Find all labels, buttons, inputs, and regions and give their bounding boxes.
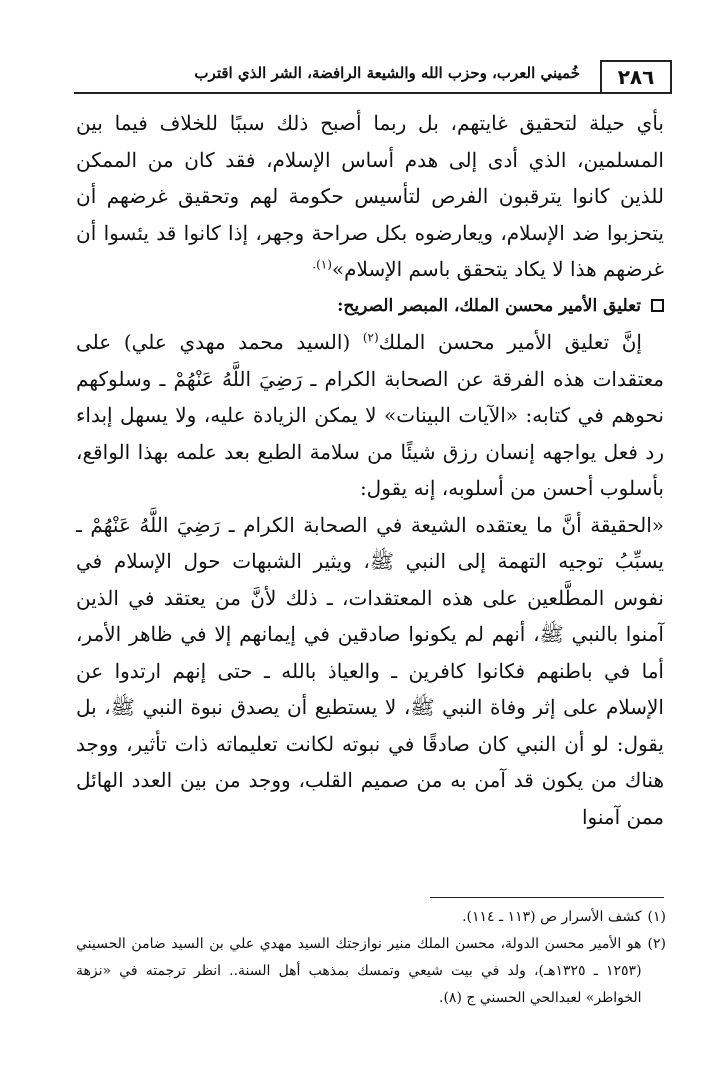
footnote-number: (٢) xyxy=(647,936,666,952)
paragraph-1-text: بأي حيلة لتحقيق غايتهم، بل ربما أصبح ذلك سببًا للخلاف فيما بين المسلمين، الذي أدى إلى هدم أساس الإسلام، فقد كان من الممكن للذين كانوا يترقبون الفرص لتأسيس حكومة لهم وتحقيق غرضهم أن يتحزبوا ضد الإسلام، ويعارضوه بكل صراحة وجهر، إذا كانوا قد يئسوا أن غرضهم هذا لا يكاد يتحقق باسم الإسلام» xyxy=(76,111,664,281)
footnote-text: هو الأمير محسن الدولة، محسن الملك منير نوازجتك السيد مهدي علي بن السيد ضامن الحسيني (١٢٥٣ ـ ١٣٢٥هـ)، ولد في بيت شيعي وتمسك بمذهب أهل السنة.. انظر ترجمته في «نزهة الخواطر» لعبدالحي الحسني ج (٨). xyxy=(76,936,642,1006)
footnote-ref-2: (٢) xyxy=(362,330,379,345)
page-header xyxy=(74,60,664,94)
square-bullet-icon xyxy=(651,299,664,312)
footnote-ref-1: (١). xyxy=(312,257,332,272)
paragraph-2 xyxy=(76,324,664,507)
running-title: خُميني العرب، وحزب الله والشيعة الرافضة، الشر الذي اقترب xyxy=(194,64,580,82)
footnote-2 xyxy=(76,931,666,1012)
section-heading xyxy=(76,288,664,325)
footnote-number: (١) xyxy=(647,909,666,925)
main-text xyxy=(76,105,664,835)
paragraph-2-rest: (السيد محمد مهدي علي) على معتقدات هذه الفرقة عن الصحابة الكرام ـ رَضِيَ اللَّهُ عَنْهُمْ ـ وسلوكهم نحوهم في كتابه: «الآيات البينات» لا يمكن الزيادة عليه، ولا يسهل إبداء رد فعل يواجهه إنسان رزق شيئًا من سلامة الطبع بعد علمه بهذا الواقع، بأسلوب أحسن من أسلوبه، إنه يقول: xyxy=(76,330,664,500)
section-heading-text: تعليق الأمير محسن الملك، المبصر الصريح: xyxy=(337,295,641,316)
paragraph-3: «الحقيقة أنَّ ما يعتقده الشيعة في الصحابة الكرام ـ رَضِيَ اللَّهُ عَنْهُمْ ـ يسبِّبُ توجيه التهمة إلى النبي ﷺ، ويثير الشبهات حول الإسلام في نفوس المطَّلعين على هذه المعتقدات، ـ ذلك لأنَّ من يعتقد في الذين آمنوا بالنبي ﷺ، أنهم لم يكونوا صادقين في إيمانهم إلا في ظاهر الأمر، أما في باطنهم فكانوا كافرين ـ والعياذ بالله ـ حتى إنهم ارتدوا عن الإسلام على إثر وفاة النبي ﷺ، لا يستطيع أن يصدق نبوة النبي ﷺ، بل يقول: لو أن النبي كان صادقًا في نبوته لكانت تعليماته ذات تأثير، ووجد هناك من يكون قد آمن به من صميم القلب، ووجد من بين العدد الهائل ممن آمنوا xyxy=(76,512,664,829)
footnote-text: كشف الأسرار ص (١١٣ ـ ١١٤). xyxy=(462,909,642,925)
page-number: ٢٨٦ xyxy=(600,60,672,94)
paragraph-1 xyxy=(76,105,664,288)
paragraph-2-start: إنَّ تعليق الأمير محسن الملك xyxy=(378,330,642,354)
footnote-1 xyxy=(76,904,666,931)
footnote-divider xyxy=(430,897,664,898)
footnotes xyxy=(76,904,666,1012)
